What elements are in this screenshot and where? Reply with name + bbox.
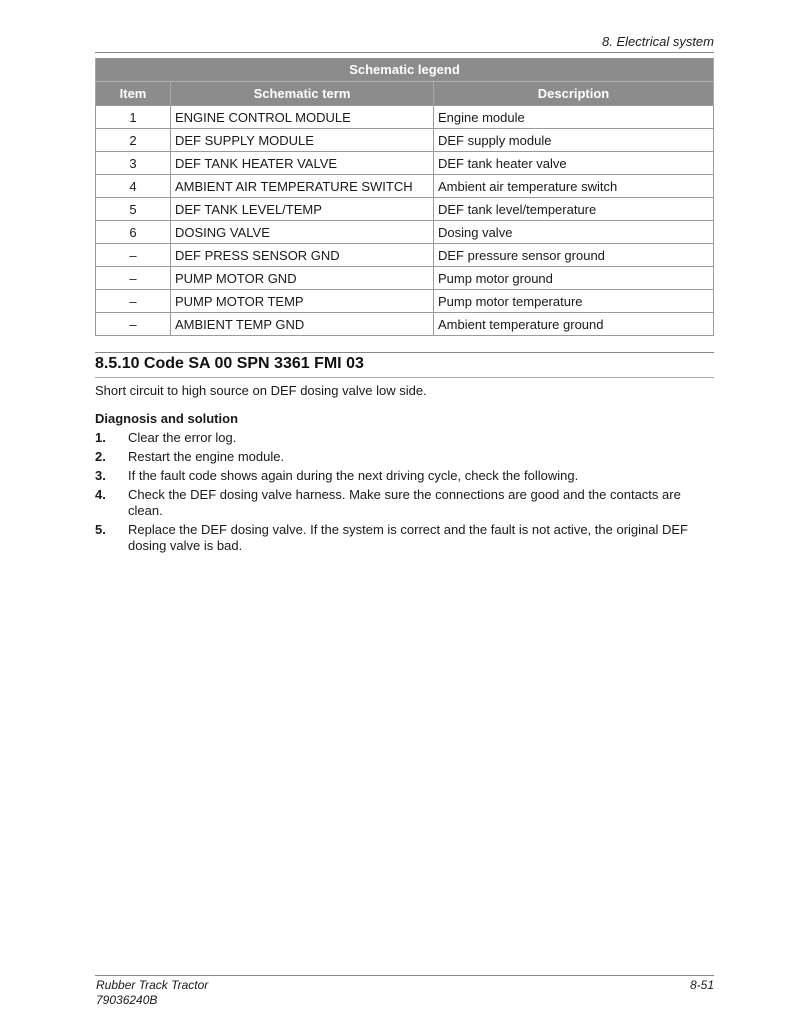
item-cell: 1: [96, 106, 171, 129]
document-number: 79036240B: [96, 993, 158, 1007]
table-row: [96, 290, 714, 313]
step-text: Restart the engine module.: [128, 449, 285, 464]
step-number: 3.: [95, 468, 106, 483]
step-number: 2.: [95, 449, 106, 464]
schematic-legend-table: [95, 58, 714, 336]
description-cell: Dosing valve: [434, 221, 714, 244]
item-cell: 3: [96, 152, 171, 175]
item-cell: 2: [96, 129, 171, 152]
term-cell: DEF PRESS SENSOR GND: [171, 244, 434, 267]
table-row: [96, 175, 714, 198]
step-text: Check the DEF dosing valve harness. Make sure the connections are good and the contacts are clean.: [128, 487, 681, 518]
column-header-item: Item: [96, 82, 171, 106]
table-row: [96, 152, 714, 175]
diagnosis-steps: [95, 430, 695, 557]
term-cell: PUMP MOTOR TEMP: [171, 290, 434, 313]
term-cell: DOSING VALVE: [171, 221, 434, 244]
table-row: [96, 267, 714, 290]
table-row: [96, 106, 714, 129]
list-item: [95, 522, 695, 554]
list-item: [95, 468, 695, 484]
step-text: Clear the error log.: [128, 430, 237, 445]
table-row: [96, 198, 714, 221]
term-cell: AMBIENT TEMP GND: [171, 313, 434, 336]
term-cell: PUMP MOTOR GND: [171, 267, 434, 290]
column-header-description: Description: [434, 82, 714, 106]
section-divider-bottom: [95, 377, 714, 378]
item-cell: 6: [96, 221, 171, 244]
description-cell: DEF supply module: [434, 129, 714, 152]
product-name: Rubber Track Tractor: [96, 978, 209, 992]
description-cell: DEF tank heater valve: [434, 152, 714, 175]
description-cell: Ambient temperature ground: [434, 313, 714, 336]
step-text: Replace the DEF dosing valve. If the system is correct and the fault is not active, the original DEF dosing valve is bad.: [128, 522, 688, 553]
item-cell: 4: [96, 175, 171, 198]
list-item: [95, 487, 695, 519]
description-cell: Engine module: [434, 106, 714, 129]
section-title: 8.5.10 Code SA 00 SPN 3361 FMI 03: [95, 355, 364, 372]
description-cell: Ambient air temperature switch: [434, 175, 714, 198]
section-divider-top: [95, 352, 714, 353]
step-number: 5.: [95, 522, 106, 537]
term-cell: AMBIENT AIR TEMPERATURE SWITCH: [171, 175, 434, 198]
page-number: 8-51: [689, 978, 714, 992]
footer-product-info: [96, 978, 208, 1008]
item-cell: –: [96, 313, 171, 336]
description-cell: DEF tank level/temperature: [434, 198, 714, 221]
list-item: [95, 449, 695, 465]
table-row: [96, 313, 714, 336]
step-text: If the fault code shows again during the next driving cycle, check the following.: [128, 468, 579, 483]
table-row: [96, 129, 714, 152]
term-cell: DEF TANK LEVEL/TEMP: [171, 198, 434, 221]
header-divider: [95, 52, 714, 53]
description-cell: DEF pressure sensor ground: [434, 244, 714, 267]
term-cell: ENGINE CONTROL MODULE: [171, 106, 434, 129]
table-row: [96, 221, 714, 244]
column-header-term: Schematic term: [171, 82, 434, 106]
legend-header-row: [96, 82, 714, 106]
description-cell: Pump motor ground: [434, 267, 714, 290]
term-cell: DEF TANK HEATER VALVE: [171, 152, 434, 175]
step-number: 4.: [95, 487, 106, 502]
diagnosis-heading: Diagnosis and solution: [95, 411, 239, 426]
table-row: [96, 244, 714, 267]
item-cell: –: [96, 244, 171, 267]
list-item: [95, 430, 695, 446]
description-cell: Pump motor temperature: [434, 290, 714, 313]
item-cell: 5: [96, 198, 171, 221]
item-cell: –: [96, 290, 171, 313]
footer-divider: [95, 975, 714, 976]
legend-title-row: [96, 58, 714, 82]
fault-description: Short circuit to high source on DEF dosing valve low side.: [95, 383, 427, 398]
legend-title: Schematic legend: [96, 58, 714, 82]
step-number: 1.: [95, 430, 106, 445]
chapter-header: 8. Electrical system: [602, 34, 714, 49]
term-cell: DEF SUPPLY MODULE: [171, 129, 434, 152]
item-cell: –: [96, 267, 171, 290]
